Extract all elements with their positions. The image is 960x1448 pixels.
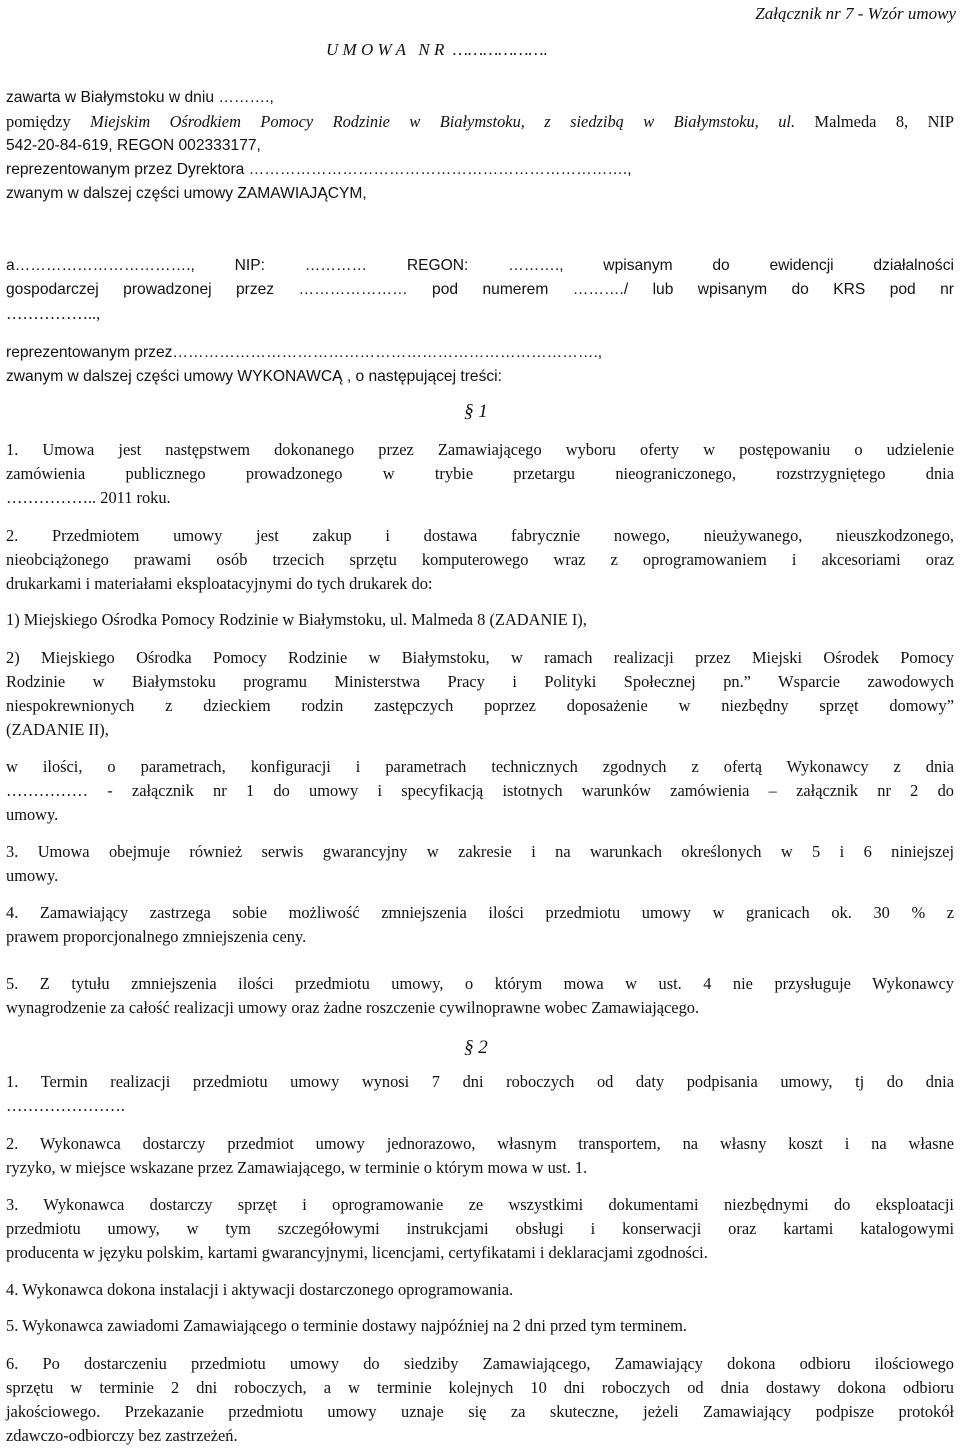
text-segment: nieobciążonego prawami osób trzecich sprzętu komputerowego wraz z oprogramowaniem i akcesoriami oraz: [6, 550, 954, 569]
text-segment: 1. Termin realizacji przedmiotu umowy wynosi 7 dni roboczych od daty podpisania umowy, tj do dnia: [6, 1072, 954, 1091]
text-segment: pomiędzy: [6, 112, 91, 131]
text-line: [6, 648, 954, 668]
text-segment: zamówienia publicznego prowadzonego w trybie przetargu nieograniczonego, rozstrzygniętego dnia: [6, 464, 954, 483]
text-line: [6, 1426, 954, 1446]
text-line: [6, 88, 954, 108]
text-segment: reprezentowanym przez……………………………………………………………………….,: [6, 344, 603, 361]
text-segment: Malmeda 8, NIP: [795, 112, 954, 131]
section-heading: [464, 402, 488, 422]
text-segment: 1. Umowa jest następstwem dokonanego przez Zamawiającego wyboru oferty w postępowaniu o udzielenie: [6, 440, 954, 459]
text-line: [6, 1219, 954, 1239]
text-line: [6, 184, 954, 204]
text-segment: 1) Miejskiego Ośrodka Pomocy Rodzinie w Białymstoku, ul. Malmeda 8 (ZADANIE I),: [6, 610, 587, 629]
text-line: [6, 1072, 954, 1092]
text-segment: Rodzinie w Białymstoku programu Ministerstwa Pracy i Polityki Społecznej pn.” Wsparcie zawodowych: [6, 672, 954, 691]
text-line: [6, 927, 954, 947]
contract-title: U M O W A N R ……………….: [326, 40, 548, 59]
text-segment: a……………………………., NIP: ………… REGON: ………., wpisanym do ewidencji działalności: [6, 257, 954, 274]
text-line: [6, 696, 954, 716]
text-line: [6, 757, 954, 777]
text-line: [6, 866, 954, 886]
text-line: [6, 1354, 954, 1374]
text-segment: § 1: [464, 401, 488, 422]
text-line: [6, 1378, 954, 1398]
text-line: [6, 1096, 954, 1116]
text-segment: w ilości, o parametrach, konfiguracji i parametrach technicznych zgodnych z ofertą Wykonawcy z dnia: [6, 757, 954, 776]
text-line: [6, 720, 954, 740]
text-line: [6, 464, 954, 484]
text-line: [6, 1134, 954, 1154]
text-line: [6, 1158, 954, 1178]
text-line: [6, 1243, 954, 1263]
text-line: [6, 280, 954, 300]
section-heading: [464, 1038, 488, 1058]
text-line: [6, 805, 954, 825]
text-segment: gospodarczej prowadzonej przez ………………… pod numerem ………./ lub wpisanym do KRS pod nr: [6, 281, 954, 298]
text-segment: 3. Umowa obejmuje również serwis gwarancyjny w zakresie i na warunkach określonych w 5 i 6 niniejszej: [6, 842, 954, 861]
text-segment: 4. Zamawiający zastrzega sobie możliwość zmniejszenia ilości przedmiotu umowy w granicach ok. 30 % z: [6, 903, 954, 922]
text-segment: zwanym w dalszej części umowy ZAMAWIAJĄCYM,: [6, 185, 367, 202]
text-line: [6, 526, 954, 546]
text-line: [6, 1195, 954, 1215]
text-segment: reprezentowanym przez Dyrektora ……………………………………………………………….,: [6, 161, 632, 178]
text-line: [6, 672, 954, 692]
text-segment: wynagrodzenie za całość realizacji umowy oraz żadne roszczenie cywilnoprawne wobec Zamawiającego.: [6, 998, 700, 1017]
text-segment: producenta w języku polskim, kartami gwarancyjnymi, licencjami, certyfikatami i deklaracjami zgodności.: [6, 1243, 708, 1262]
text-line: [6, 781, 954, 801]
annex-label: Załącznik nr 7 - Wzór umowy: [755, 4, 956, 23]
text-line: [6, 974, 954, 994]
text-segment: 2. Przedmiotem umowy jest zakup i dostawa fabrycznie nowego, nieużywanego, nieuszkodzonego,: [6, 526, 954, 545]
text-line: [6, 574, 954, 594]
text-segment: sprzętu w terminie 2 dni roboczych, a w terminie kolejnych 10 dni roboczych od dnia dostawy dokona odbioru: [6, 1378, 954, 1397]
text-segment: Miejskim Ośrodkiem Pomocy Rodzinie w Białymstoku, z siedzibą w Białymstoku, ul.: [90, 112, 796, 131]
text-segment: umowy.: [6, 866, 59, 885]
text-line: [6, 903, 954, 923]
text-segment: zwanym w dalszej części umowy WYKONAWCĄ , o następującej treści:: [6, 368, 502, 385]
text-segment: 2) Miejskiego Ośrodka Pomocy Rodzinie w Białymstoku, w ramach realizacji przez Miejski Ośrodek Pomocy: [6, 648, 954, 667]
text-segment: 5. Wykonawca zawiadomi Zamawiającego o terminie dostawy najpóźniej na 2 dni przed tym terminem.: [6, 1316, 687, 1335]
text-line: [6, 1316, 954, 1336]
text-segment: niespokrewnionych z dzieckiem rodzin zastępczych poprzez doposażenie w niezbędny sprzęt domowy”: [6, 696, 954, 715]
text-segment: 2. Wykonawca dostarczy przedmiot umowy jednorazowo, własnym transportem, na własny koszt i na własne: [6, 1134, 954, 1153]
text-line: [6, 998, 954, 1018]
text-line: [6, 343, 954, 363]
text-line: [6, 550, 954, 570]
text-segment: 3. Wykonawca dostarczy sprzęt i oprogramowanie ze wszystkimi dokumentami niezbędnymi do eksploatacji: [6, 1195, 954, 1214]
text-segment: § 2: [464, 1037, 488, 1058]
text-segment: przedmiotu umowy, w tym szczegółowymi instrukcjami obsługi i konserwacji oraz kartami katalogowymi: [6, 1219, 954, 1238]
text-segment: jakościowego. Przekazanie przedmiotu umowy uznaje się za skuteczne, jeżeli Zamawiający podpisze protokół: [6, 1402, 954, 1421]
text-segment: 542-20-84-619, REGON 002333177,: [6, 137, 261, 154]
text-segment: 5. Z tytułu zmniejszenia ilości przedmiotu umowy, o którym mowa w ust. 4 nie przysługuje Wykonawcy: [6, 974, 954, 993]
text-segment: ryzyko, w miejsce wskazane przez Zamawiającego, w terminie o którym mowa w ust. 1.: [6, 1158, 588, 1177]
text-segment: prawem proporcjonalnego zmniejszenia ceny.: [6, 927, 307, 946]
text-segment: ……………..,: [6, 304, 101, 323]
text-line: [6, 160, 954, 180]
text-line: [6, 440, 954, 460]
text-line: [6, 842, 954, 862]
text-line: [6, 304, 954, 324]
text-segment: ………………….: [6, 1096, 125, 1115]
text-segment: zawarta w Białymstoku w dniu ……….,: [6, 89, 274, 106]
text-segment: umowy.: [6, 805, 59, 824]
text-segment: …………… - załącznik nr 1 do umowy i specyfikacją istotnych warunków zamówienia – załącznik nr 2 do: [6, 781, 954, 800]
text-line: [6, 367, 954, 387]
text-line: [6, 112, 954, 132]
text-segment: …………….. 2011 roku.: [6, 488, 171, 507]
text-line: [6, 610, 954, 630]
text-segment: (ZADANIE II),: [6, 720, 109, 739]
text-line: [6, 136, 954, 156]
text-line: [6, 1280, 954, 1300]
text-line: [6, 256, 954, 276]
text-line: [6, 1402, 954, 1422]
text-segment: drukarkami i materiałami eksploatacyjnymi do tych drukarek do:: [6, 574, 433, 593]
text-segment: 4. Wykonawca dokona instalacji i aktywacji dostarczonego oprogramowania.: [6, 1280, 514, 1299]
text-line: [6, 488, 954, 508]
text-segment: zdawczo-odbiorczy bez zastrzeżeń.: [6, 1426, 238, 1445]
text-segment: 6. Po dostarczeniu przedmiotu umowy do siedziby Zamawiającego, Zamawiający dokona odbioru ilościowego: [6, 1354, 954, 1373]
